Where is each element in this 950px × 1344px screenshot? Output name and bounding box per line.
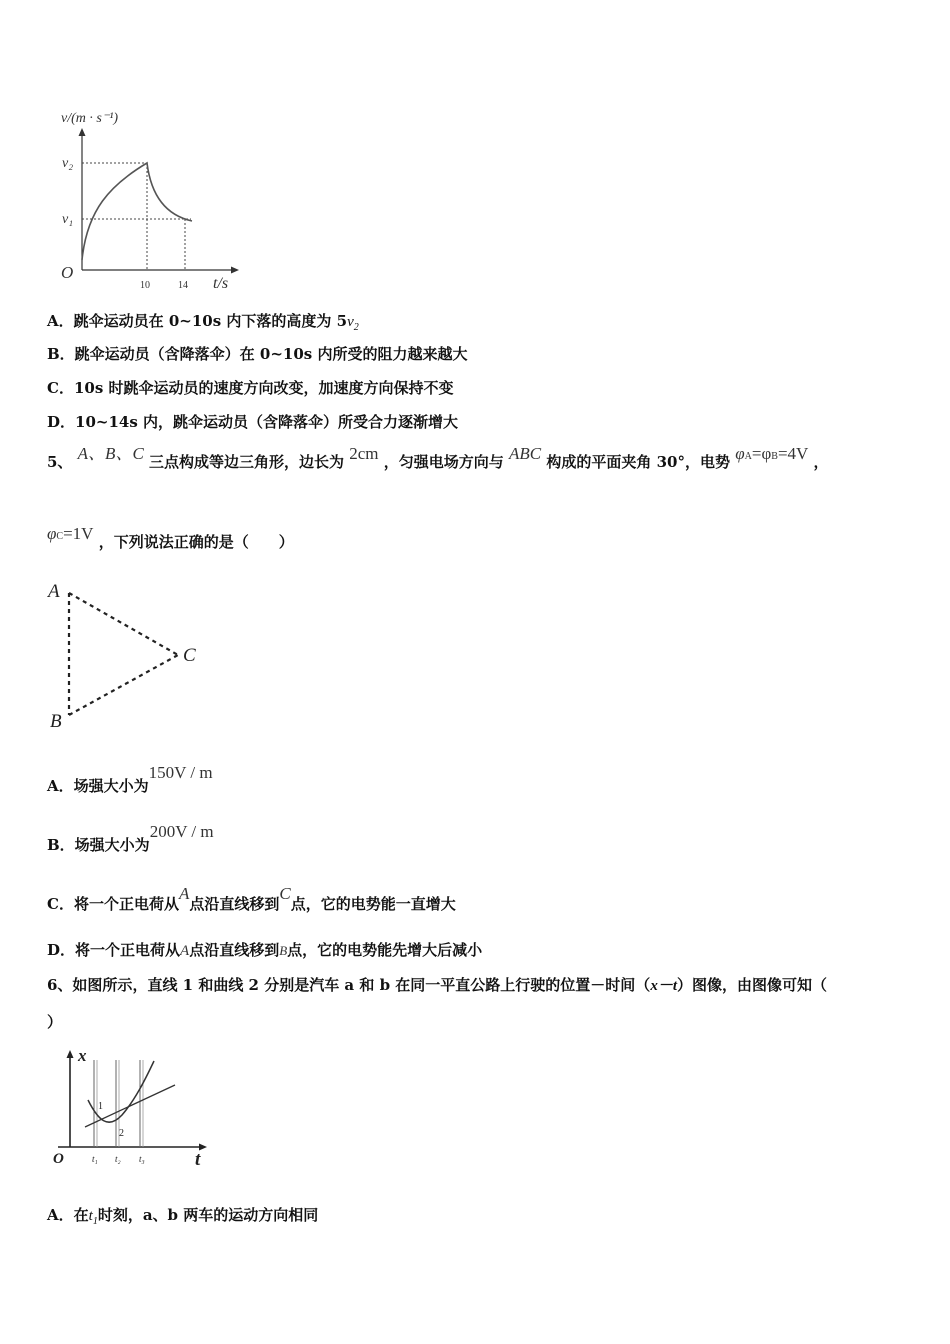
q5-text-3: 构成的平面夹角 30°，电势 (546, 453, 730, 471)
v1-label: v₁ (62, 212, 74, 227)
origin-label: O (53, 1151, 64, 1167)
q5-stem-line2 (47, 524, 294, 555)
vertex-b-label: B (50, 711, 62, 732)
q5-option-d-pre: D．将一个正电荷从 (47, 941, 181, 959)
q5-option-a-text: A．场强大小为 (47, 777, 149, 795)
line-1-label: 1 (98, 1101, 103, 1112)
position-time-graph (50, 1045, 215, 1175)
y-axis-label: v/(m · s⁻¹) (61, 111, 119, 126)
q5-option-c (47, 884, 456, 914)
y-axis-arrow (79, 128, 86, 136)
q5-number: 5、 (47, 453, 73, 471)
q4-option-a (47, 311, 359, 338)
q5-text-2: ，匀强电场方向与 (383, 453, 504, 471)
x-axis-label: x (78, 1046, 87, 1065)
velocity-curve (82, 163, 192, 260)
q4-option-a-sub: 2 (353, 322, 359, 333)
t-axis-label: t (195, 1149, 201, 1170)
q6-option-a-pre: A．在 (47, 1206, 89, 1224)
q5-abc: ABC (509, 444, 542, 463)
q5-comma: ， (813, 453, 829, 471)
vertex-c-label: C (183, 645, 196, 666)
q5-stem-line1 (47, 444, 829, 475)
q5-eq-3: =1V (63, 524, 94, 543)
origin-label: O (61, 263, 74, 282)
side-ac (69, 593, 178, 655)
q5-option-d-mid: 点沿直线移到 (189, 941, 280, 959)
vertex-a-label: A (48, 581, 60, 602)
q5-option-c-a: A (178, 884, 190, 903)
q5-text-4: ，下列说法正确的是（ ） (98, 533, 294, 551)
x-axis-arrow (231, 267, 239, 274)
q5-option-d (47, 940, 482, 961)
q5-eq-2: =4V (777, 444, 809, 463)
side-bc (69, 655, 178, 715)
q5-option-c-post: 点，它的电势能一直增大 (290, 895, 456, 913)
q5-side-length: 2cm (349, 444, 379, 463)
q5-sub-c: C (56, 531, 64, 542)
v2-label: v₂ (62, 156, 74, 171)
q5-option-a-value: 150V / m (148, 763, 213, 782)
x-axis-label: t/s (213, 275, 229, 292)
curve-2 (88, 1061, 154, 1122)
q5-phi-a: φ (735, 444, 745, 463)
q6-stem-line1 (47, 975, 827, 996)
q6-option-a (47, 1205, 318, 1232)
q5-option-b-value: 200V / m (149, 822, 214, 841)
q5-option-d-post: 点，它的电势能先增大后减小 (287, 941, 483, 959)
q5-sub-a: A (744, 451, 752, 462)
q6-xt: x－t (650, 978, 677, 994)
y-axis-arrow (67, 1050, 74, 1058)
t14-label: 14 (178, 280, 188, 291)
q5-option-b (47, 822, 214, 855)
t2-label: t₂ (115, 1154, 121, 1164)
q5-option-c-c: C (279, 884, 291, 903)
q6-text-2: ）图像，由图像可知（ (676, 976, 827, 994)
q5-sub-b: B (771, 451, 778, 462)
q6-option-a-t: t (88, 1208, 93, 1224)
t1-label: t₁ (92, 1154, 98, 1164)
velocity-time-graph (55, 100, 255, 295)
q4-option-c: C．10s 时跳伞运动员的速度方向改变，加速度方向保持不变 (47, 379, 454, 397)
q4-option-a-text: 跳伞运动员在 0~10s 内下落的高度为 5 (73, 312, 348, 330)
q4-option-d: D．10~14s 内，跳伞运动员（含降落伞）所受合力逐渐增大 (47, 413, 458, 431)
q4-option-a-label: A． (47, 312, 74, 330)
q5-option-d-b: B (279, 943, 288, 958)
t3-label: t₃ (139, 1154, 145, 1164)
q6-stem-line2: ） (47, 1013, 63, 1031)
q5-option-d-a: A (180, 943, 190, 959)
q5-option-c-mid: 点沿直线移到 (189, 895, 280, 913)
q4-option-a-v: v (347, 314, 354, 330)
q5-eq-1: =φ (751, 444, 772, 463)
q5-points: A、B、C (77, 444, 144, 463)
q5-option-c-pre: C．将一个正电荷从 (47, 895, 179, 913)
q4-option-b: B．跳伞运动员（含降落伞）在 0~10s 内所受的阻力越来越大 (47, 345, 468, 363)
q6-text-1: 6、如图所示，直线 1 和曲线 2 分别是汽车 a 和 b 在同一平直公路上行驶的位置－时间（ (47, 976, 651, 994)
curve-2-label: 2 (119, 1128, 124, 1139)
t10-label: 10 (140, 280, 150, 291)
q5-phi-c: φ (47, 524, 57, 543)
triangle-figure (40, 575, 220, 735)
q5-text-1: 三点构成等边三角形，边长为 (149, 453, 345, 471)
q5-option-b-text: B．场强大小为 (47, 836, 150, 854)
q6-option-a-sub: 1 (92, 1216, 98, 1227)
q5-option-a (47, 763, 213, 796)
q6-option-a-post: 时刻，a、b 两车的运动方向相同 (97, 1206, 319, 1224)
